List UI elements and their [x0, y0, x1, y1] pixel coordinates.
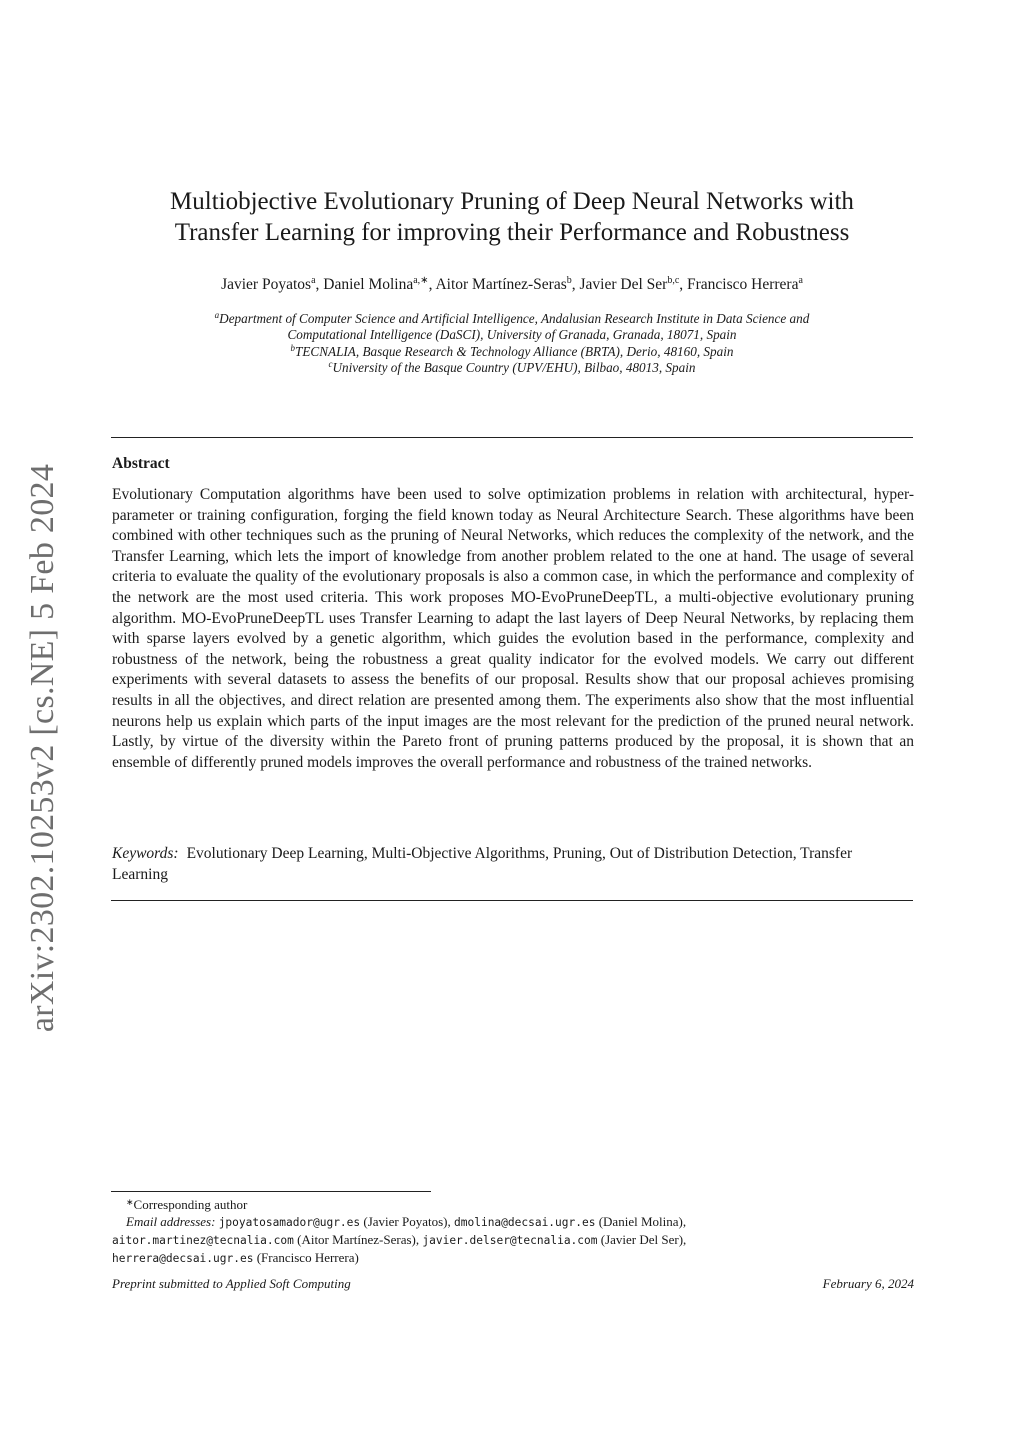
author-affiliation-mark: a,∗: [413, 275, 429, 286]
corresponding-author-label: Corresponding author: [133, 1197, 248, 1212]
abstract-top-rule: [111, 437, 913, 438]
abstract-body: Evolutionary Computation algorithms have been used to solve optimization problems in relation with architectural, hyper-parameter or training configuration, forging the field known today as Neural Architecture Search. These algorithms have been combined with other techniques such as the pruning of Neural Networks, which reduces the complexity of the network, and the Transfer Learning, which lets the import of knowledge from another problem related to the one at hand. The usage of several criteria to evaluate the quality of the evolutionary proposals is also a common case, in which the performance and complexity of the network are the most used criteria. This work proposes MO-EvoPruneDeepTL, a multi-objective evolutionary pruning algorithm. MO-EvoPruneDeepTL uses Transfer Learning to adapt the last layers of Deep Neural Networks, by replacing them with sparse layers evolved by a genetic algorithm, which guides the evolution based in the performance, complexity and robustness of the network, being the robustness a great quality indicator for the evolved models. We carry out different experiments with several datasets to assess the benefits of our proposal. Results show that our proposal achieves promising results in all the objectives, and direct relation are presented among them. The experiments also show that the most influential neurons help us explain which parts of the input images are the most relevant for the prediction of the pruned neural network. Lastly, by virtue of the diversity within the Pareto front of pruning patterns produced by the proposal, it is shown that an ensemble of differently pruned models improves the overall performance and robustness of the trained networks.: [112, 486, 914, 771]
preprint-date: February 6, 2024: [822, 1276, 914, 1291]
affiliation-text: Department of Computer Science and Artificial Intelligence, Andalusian Research Institute in Data Science and: [219, 311, 810, 326]
email-owner: (Daniel Molina),: [598, 1214, 687, 1229]
email-addresses-line: [112, 1213, 914, 1231]
affiliation-a: [112, 311, 912, 327]
abstract-heading: Abstract: [112, 455, 170, 472]
submission-note: Preprint submitted to Applied Soft Computing: [112, 1276, 351, 1291]
email-owner: (Javier Del Ser),: [600, 1232, 687, 1247]
keywords-text: Evolutionary Deep Learning, Multi-Objective Algorithms, Pruning, Out of Distribution Detection, Transfer Learning: [112, 845, 853, 883]
affiliation-b: [112, 344, 912, 360]
email-link[interactable]: javier.delser@tecnalia.com: [422, 1234, 598, 1247]
email-link[interactable]: dmolina@decsai.ugr.es: [454, 1216, 596, 1229]
author-name: Francisco Herrera: [687, 276, 799, 293]
affiliation-text: University of the Basque Country (UPV/EHU), Bilbao, 48013, Spain: [332, 359, 696, 375]
email-link[interactable]: jpoyatosamador@ugr.es: [218, 1216, 361, 1229]
email-owner: (Francisco Herrera): [256, 1250, 359, 1265]
email-link[interactable]: herrera@decsai.ugr.es: [112, 1252, 254, 1265]
keywords: [112, 844, 892, 885]
keywords-label: Keywords:: [112, 845, 179, 862]
author-name: Javier Poyatos: [221, 276, 312, 293]
author-affiliation-mark: b,c: [667, 275, 680, 286]
author-name: Daniel Molina: [323, 276, 414, 293]
affiliation-mark: b: [290, 342, 296, 353]
footnote-star: ∗: [126, 1197, 134, 1207]
author-name: Javier Del Ser: [579, 276, 668, 293]
email-addresses-line: [112, 1231, 914, 1249]
affiliation-c: [112, 360, 912, 376]
paper-title: [112, 186, 912, 248]
author-name: Aitor Martínez-Seras: [435, 276, 567, 293]
title-line-1: Multiobjective Evolutionary Pruning of Deep Neural Networks with: [170, 188, 854, 215]
title-line-2: Transfer Learning for improving their Performance and Robustness: [174, 219, 850, 246]
footnote-rule: [111, 1191, 431, 1192]
email-addresses-line: [112, 1249, 914, 1267]
affiliation-mark: c: [328, 358, 333, 369]
author-list: Javier Poyatos$^a$, Daniel Molina$^{a,∗}$, Aitor Martínez-Seras$^b$, Javier Del Ser$^{b,c}$, Francisco Herrera$^a$: [221, 275, 803, 293]
arxiv-identifier-stamp: arXiv:2302.10253v2 [cs.NE] 5 Feb 2024: [24, 463, 61, 1033]
email-owner: (Aitor Martínez-Seras),: [297, 1232, 420, 1247]
author-affiliation-mark: a: [311, 275, 316, 286]
affiliation-a-continued: Computational Intelligence (DaSCI), University of Granada, Granada, 18071, Spain: [287, 327, 737, 343]
author-affiliation-mark: a: [798, 275, 803, 286]
footnote: [112, 1196, 914, 1267]
author-affiliation-mark: b: [566, 275, 572, 286]
abstract-bottom-rule: [111, 900, 913, 901]
corresponding-author-note: [112, 1196, 914, 1213]
email-link[interactable]: aitor.martinez@tecnalia.com: [112, 1234, 294, 1247]
affiliation-list: [112, 311, 912, 376]
email-addresses-label: Email addresses:: [126, 1214, 216, 1229]
email-owner: (Javier Poyatos),: [363, 1214, 451, 1229]
page-footer: [112, 1276, 914, 1292]
affiliation-mark: a: [214, 310, 220, 320]
affiliation-text: TECNALIA, Basque Research & Technology Alliance (BRTA), Derio, 48160, Spain: [295, 343, 734, 359]
